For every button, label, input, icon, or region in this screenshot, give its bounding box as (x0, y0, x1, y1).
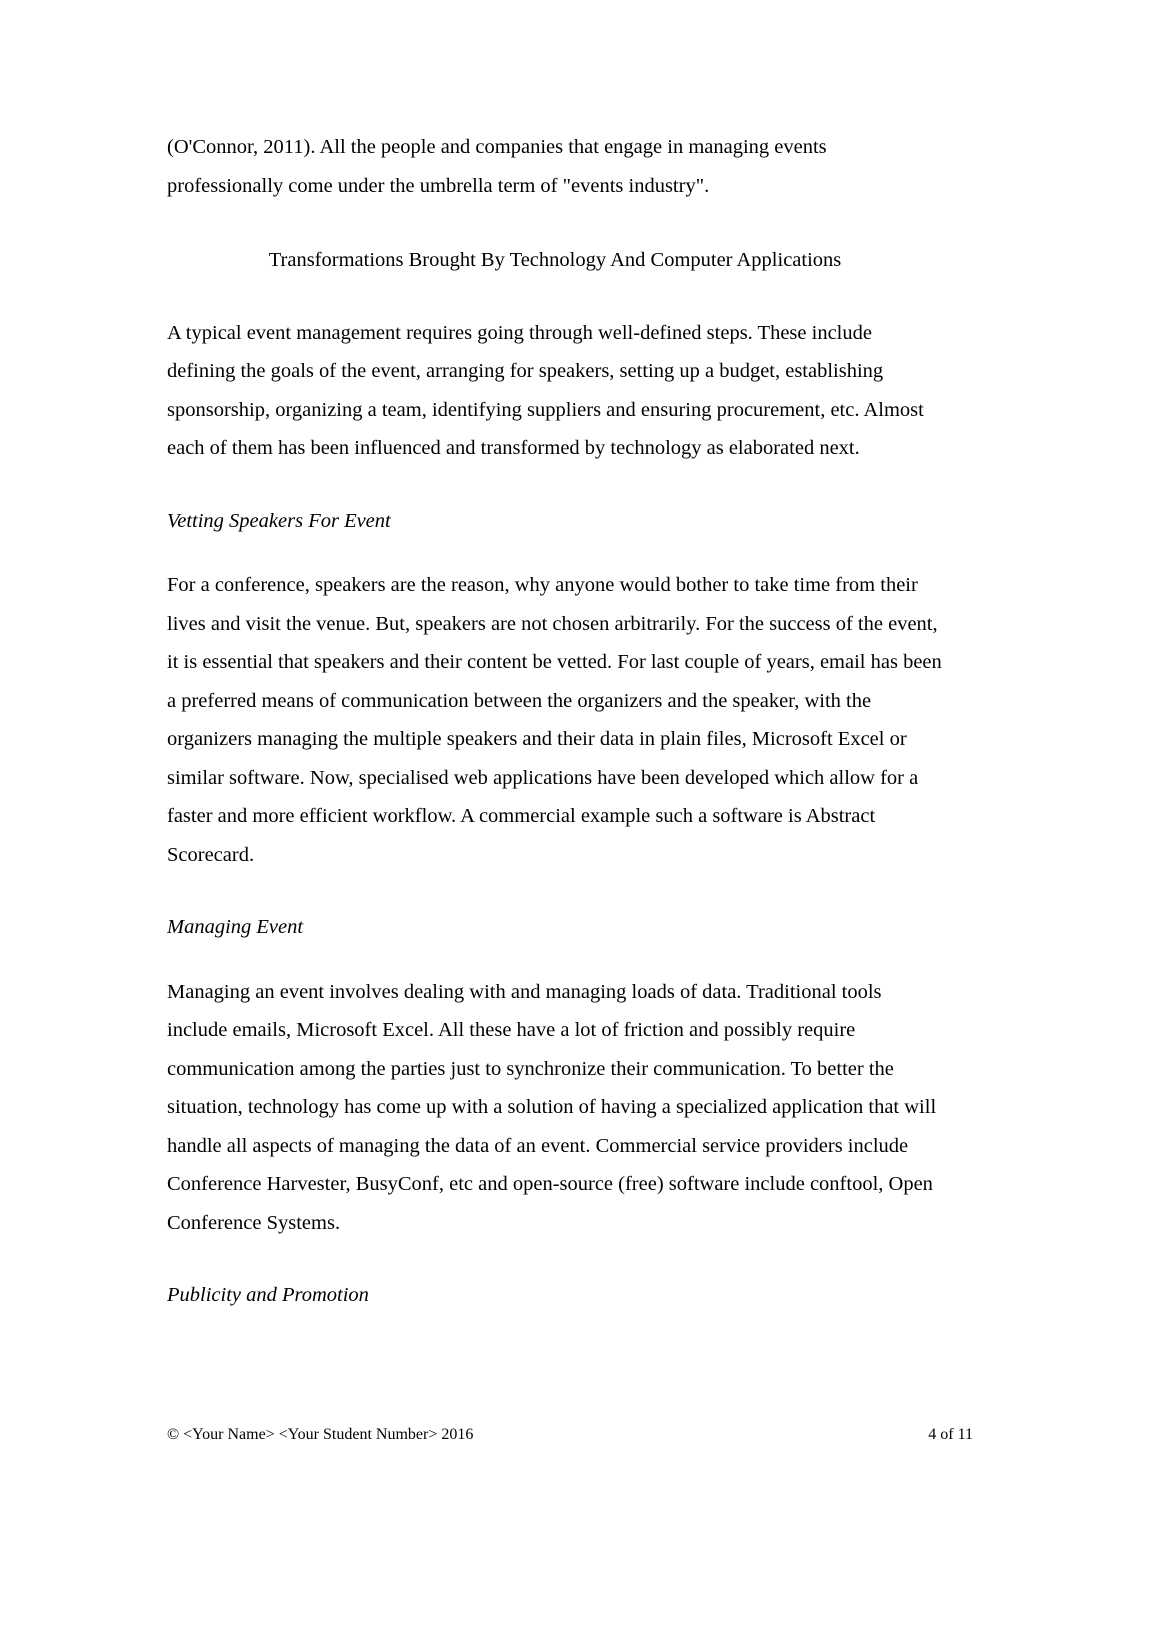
paragraph-vetting-speakers: For a conference, speakers are the reason, why anyone would bother to take time from their lives and visit the venue. But, speakers are not chosen arbitrarily. For the success of the event, it is essential that speakers and their content be vetted. For last couple of years, email has been a preferred means of communication between the organizers and the speaker, with the organizers managing the multiple speakers and their data in plain files, Microsoft Excel or similar software. Now, specialised web applications have been developed which allow for a faster and more efficient workflow. A commercial example such a software is Abstract Scorecard. (167, 574, 942, 866)
section-heading: Transformations Brought By Technology And Computer Applications (268, 249, 842, 271)
paragraph-managing-event: Managing an event involves dealing with and managing loads of data. Traditional tools include emails, Microsoft Excel. All these have a lot of friction and possibly require communication among the parties just to synchronize their communication. To better the situation, technology has come up with a solution of having a specialized application that will handle all aspects of managing the data of an event. Commercial service providers include Conference Harvester, BusyConf, etc and open-source (free) software include conftool, Open Conference Systems. (167, 980, 937, 1234)
paragraph-steps: A typical event management requires going through well-defined steps. These include defining the goals of the event, arranging for speakers, setting up a budget, establishing sponsorship, organizing a team, identifying suppliers and ensuring procurement, etc. Almost each of them has been influenced and transformed by technology as elaborated next. (167, 321, 924, 459)
subheading-vetting-speakers: Vetting Speakers For Event (167, 509, 391, 532)
subheading-publicity-promotion: Publicity and Promotion (167, 1284, 369, 1306)
footer-copyright: © <Your Name> <Your Student Number> 2016 (167, 1426, 474, 1443)
subheading-managing-event: Managing Event (167, 916, 304, 938)
paragraph-intro: (O'Connor, 2011). All the people and companies that engage in managing events professionally come under the umbrella term of "events industry". (167, 136, 827, 197)
page-footer (167, 1424, 973, 1446)
page-content (167, 128, 943, 1341)
footer-page-number: 4 of 11 (928, 1426, 973, 1443)
